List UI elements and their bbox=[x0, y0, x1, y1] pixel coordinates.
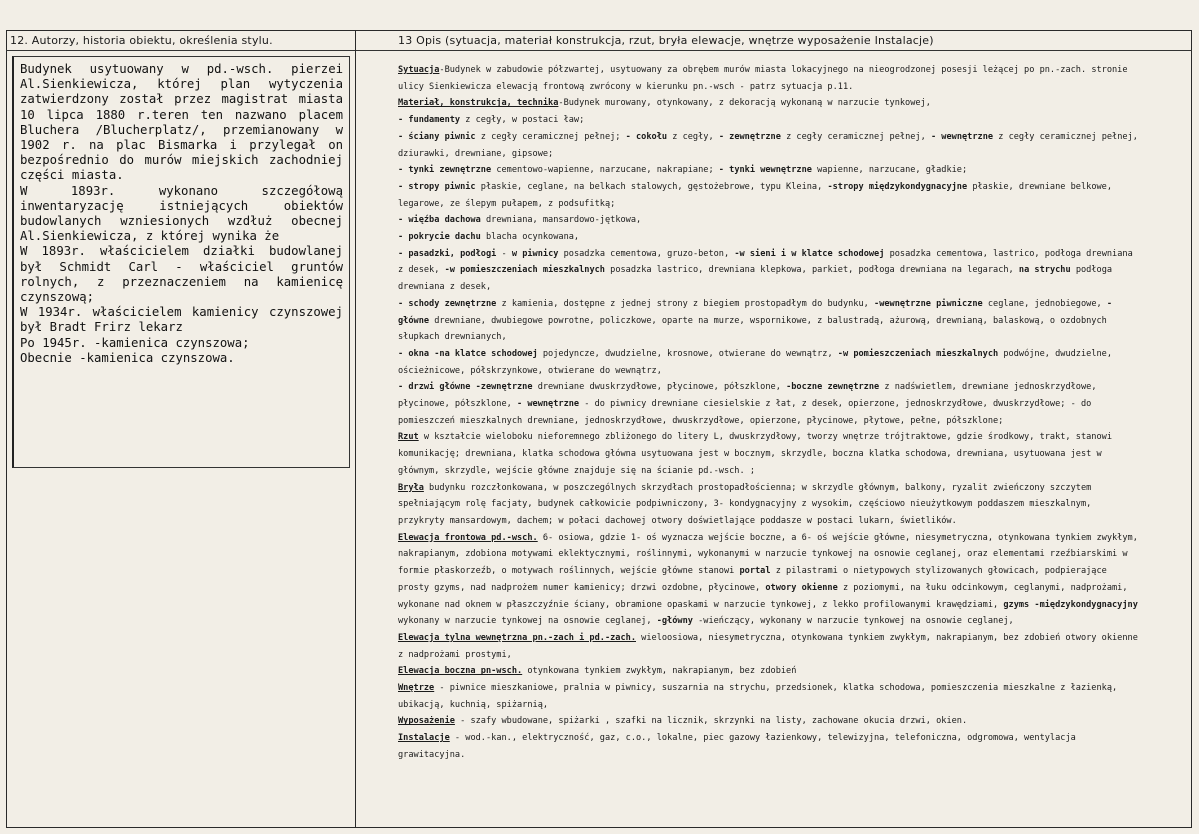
description-text bbox=[398, 62, 1140, 764]
item-posadzki bbox=[398, 246, 1140, 296]
section-label: Wyposażenie bbox=[398, 716, 455, 727]
item-body: z cegły ceramicznej pełnej; bbox=[475, 131, 621, 142]
item-body: podwójne, dwudzielne, ościeżnicowe, półskrzynkowe, otwierane do wewnątrz, bbox=[398, 348, 1113, 376]
section-label: Bryła bbox=[398, 482, 424, 493]
item-body: płaskie, ceglane, na belkach stalowych, gęstożebrowe, typu Kleina, bbox=[475, 181, 823, 192]
section-body: w kształcie wieloboku nieforemnego zbliżonego do litery L, dwuskrzydłowy, tworzy wnętrze trójtraktowe, gdzie środkowy, trakt, stanowi komunikację; drewniana, klatka schodowa główna usytuowana jest w bocznym, skrzydle, boczna klatka schodowa, drewniana, usytuowana jest w głównym, skrzydle, wejście główne znajduje się na ścianie pd.-wsch. ; bbox=[398, 432, 1113, 476]
section-body: z pilastrami o nietypowych stylizowanych głowicach, podpierające prosty gzyms, nad nadprożem numer kamienicy; drzwi ozdobne, płycinowe, bbox=[398, 566, 1107, 593]
right-column-header: 13 Opis (sytuacja, materiał konstrukcja, rzut, bryła elewacje, wnętrze wyposażenie Instalacje) bbox=[398, 34, 934, 47]
item-sciany bbox=[398, 129, 1140, 162]
section-label: Wnętrze bbox=[398, 683, 435, 694]
item-body: płaskie, drewniane belkowe, legarowe, ze ślepym pułapem, z podsufitką; bbox=[398, 181, 1113, 209]
item-label: - schody zewnętrzne bbox=[398, 298, 497, 309]
item-body: pojedyncze, dwudzielne, krosnowe, otwierane do wewnątrz, bbox=[537, 348, 833, 359]
item-label: - tynki wewnętrzne bbox=[713, 165, 812, 176]
section-label: Instalacje bbox=[398, 733, 450, 744]
history-paragraph: Po 1945r. -kamienica czynszowa; bbox=[20, 335, 250, 350]
item-body: ceglane, jednobiegowe, bbox=[982, 298, 1102, 309]
section-wyposazenie bbox=[398, 713, 1140, 730]
item-body: z cegły ceramicznej pełnej, dziurawki, drewniane, gipsowe; bbox=[398, 131, 1138, 159]
item-label: - wewnętrzne bbox=[925, 131, 994, 142]
section-elewacja-tylna bbox=[398, 630, 1140, 663]
item-body: z cegły, w postaci ław; bbox=[460, 115, 585, 126]
item-label: - okna bbox=[398, 348, 430, 359]
item-label: -na klatce schodowej bbox=[429, 348, 538, 359]
item-label: portal bbox=[734, 566, 771, 577]
item-label: - fundamenty bbox=[398, 115, 461, 126]
item-label: -główny bbox=[651, 616, 693, 627]
section-material bbox=[398, 95, 1140, 112]
item-body: posadzka lastrico, drewniana klepkowa, parkiet, podłoga drewniana na legarach, bbox=[604, 265, 1014, 276]
item-body: cementowo-wapienne, narzucane, nakrapiane; bbox=[491, 165, 714, 176]
right-header-rule bbox=[356, 50, 1192, 51]
history-paragraph: W 1893r. właścicielem działki budowlanej był Schmidt Carl - właściciel gruntów rolnych, z przeznaczeniem na kamienicę czynszową; bbox=[20, 244, 343, 305]
item-label: gzyms -międzykondygnacyjny bbox=[998, 599, 1138, 610]
history-paragraph: W 1893r. wykonano szczegółową inwentaryzację istniejących obiektów budowlanych wzniesionych wzdłuż obecnej Al.Sienkiewicza, z której wynika że bbox=[20, 183, 343, 244]
item-wiezba bbox=[398, 212, 1140, 229]
item-label: - wewnętrzne bbox=[511, 399, 580, 410]
item-body: posadzka cementowa, lastrico, podłoga drewniana z desek, bbox=[398, 248, 1133, 276]
section-body: - szafy wbudowane, spiżarki , szafki na licznik, skrzynki na listy, zachowane okucia drzwi, okien. bbox=[454, 716, 968, 727]
section-label: Elewacja tylna wewnętrzna pn.-zach i pd.-zach. bbox=[398, 632, 636, 643]
item-label: - więźba dachowa bbox=[398, 215, 481, 226]
item-body: drewniane dwuskrzydłowe, płycinowe, półszklone, bbox=[532, 382, 781, 393]
item-label: -stropy międzykondygnacyjne bbox=[822, 181, 968, 192]
item-body: wapienne, narzucane, gładkie; bbox=[811, 165, 968, 176]
item-label: -zewnętrzne bbox=[470, 382, 533, 393]
item-label: -w sieni i w klatce schodowej bbox=[729, 248, 885, 259]
section-body: - wod.-kan., elektryczność, gaz, c.o., lokalne, piec gazowy łazienkowy, telewizyjna, telefoniczna, odgromowa, wentylacja grawitacyjna. bbox=[398, 733, 1076, 760]
section-body: -Budynek w zabudowie półzwartej, usytuowany za obrębem murów miasta lokacyjnego na nieogrodzonej posesji leżącej po pn.-zach. stronie ulicy Sienkiewicza elewacją frontową zwrócony w kierunku pn.-wsch - patrz sytuacja p.11. bbox=[398, 65, 1128, 92]
section-body: otynkowana tynkiem zwykłym, nakrapianym, bez zdobień bbox=[522, 666, 797, 677]
item-label: -w pomieszczeniach mieszkalnych bbox=[439, 265, 605, 276]
item-body: blacha ocynkowana, bbox=[480, 232, 580, 243]
item-label: - ściany piwnic bbox=[398, 131, 476, 142]
history-paragraph: Obecnie -kamienica czynszowa. bbox=[20, 350, 235, 365]
section-label: Elewacja boczna pn-wsch. bbox=[398, 666, 523, 677]
section-bryla bbox=[398, 480, 1140, 530]
item-label: - zewnętrzne bbox=[713, 131, 781, 142]
item-body: z cegły, bbox=[667, 131, 714, 142]
section-sytuacja bbox=[398, 62, 1140, 95]
item-stropy bbox=[398, 179, 1140, 212]
history-text-box bbox=[12, 56, 350, 468]
item-label: - drzwi główne bbox=[398, 382, 471, 393]
item-label: - pokrycie dachu bbox=[398, 232, 481, 243]
section-elewacja-boczna bbox=[398, 663, 1140, 680]
history-paragraph: Budynek usytuowany w pd.-wsch. pierzei Al.Sienkiewicza, której plan wytyczenia zatwierdzony został przez magistrat miasta 10 lipca 1880 r.teren ten nazwano placem Bluchera /Blucherplatz/, przemianowany w 1902 r. na plac Bismarka i przylegał on bezpośrednio do murów miejskich zachodniej części miasta. bbox=[20, 62, 343, 183]
item-body: - do piwnicy drewniane ciesielskie z łat, z desek, opierzone, jednoskrzydłowe, dwuskrzydłowe; - do pomieszczeń mieszkalnych drewniane, jednoskrzydłowe, dwuskrzydłowe, opierzone, płycinowe, płytowe, pełne, półszklone; bbox=[398, 399, 1092, 426]
section-elewacja-frontowa bbox=[398, 530, 1140, 630]
section-body: - piwnice mieszkaniowe, pralnia w piwnicy, suszarnia na strychu, przedsionek, klatka schodowa, pomieszczenia mieszkalne z łazienką, ubikacją, kuchnią, spiżarnią, bbox=[398, 683, 1118, 710]
section-label: Rzut bbox=[398, 432, 419, 443]
section-body: 6- osiowa, gdzie 1- oś wyznacza wejście boczne, a 6- oś wejście główne, niesymetryczna, otynkowana tynkiem zwykłym, nakrapianym, zdobiona motywami eklektycznymi, roślinnymi, wykonanymi w narzucie tynkowej na osnowie ceglanej, oraz elementami rzeźbiarskimi w formie płaskorzeźb, o motywach roślinnych, wejście główne stanowi bbox=[398, 532, 1138, 577]
item-label: - tynki zewnętrzne bbox=[398, 165, 492, 176]
section-label: Materiał, konstrukcja, technika bbox=[398, 98, 559, 109]
history-paragraph: W 1934r. właścicielem kamienicy czynszowej był Bradt Frirz lekarz bbox=[20, 305, 343, 335]
item-body: drewniana, mansardowo-jętkowa, bbox=[480, 215, 642, 226]
section-body: wykonany w narzucie tynkowej na osnowie ceglanej, bbox=[398, 616, 652, 627]
section-body: -wieńczący, wykonany w narzucie tynkowej na osnowie ceglanej, bbox=[692, 616, 1014, 627]
section-body: budynku rozczłonkowana, w poszczególnych skrzydłach prostopadłościenna; w skrzydle głównym, balkony, ryzalit zwieńczony szczytem spełniającym rolę facjaty, budynek całkowicie podpiwniczony, 3- kondygnacyjny z wysokim, częściowo nieużytkowym poddaszem mieszkalnym, przykryty mansardowym, dachem; w połaci dachowej otwory doświetlające poddasze w postaci lukarn, świetlików. bbox=[398, 482, 1092, 526]
item-pokrycie bbox=[398, 229, 1140, 246]
item-body: z kamienia, dostępne z jednej strony z biegiem prostopadłym do budynku, bbox=[496, 298, 869, 309]
item-body: z cegły ceramicznej pełnej, bbox=[780, 131, 926, 142]
item-fundamenty bbox=[398, 112, 1140, 129]
item-label: -w pomieszczeniach mieszkalnych bbox=[832, 348, 999, 359]
item-label: - stropy piwnic bbox=[398, 181, 476, 192]
left-column-header: 12. Autorzy, historia obiektu, określenia stylu. bbox=[10, 34, 273, 47]
section-body: wieloosiowa, niesymetryczna, otynkowana tynkiem zwykłym, nakrapianym, bez zdobień otwory okienne z nadprożami prostymi, bbox=[398, 632, 1138, 660]
item-label: na strychu bbox=[1013, 265, 1071, 276]
section-label: Sytuacja bbox=[398, 65, 440, 75]
left-header-rule bbox=[6, 50, 355, 51]
section-wnetrze bbox=[398, 680, 1140, 713]
item-drzwi bbox=[398, 379, 1140, 429]
item-label: w piwnicy bbox=[506, 248, 559, 259]
item-tynki bbox=[398, 162, 1140, 179]
section-body: z poziomymi, na łuku odcinkowym, ceglanymi, nadprożami, wykonane nad oknem w płaszczyźnie ściany, obramione opaskami w narzucie tynkowej, z lekko profilowanymi krawędziami, bbox=[398, 582, 1128, 610]
item-body: z nadświetlem, drewniane jednoskrzydłowe, płycinowe, półszklone, bbox=[398, 382, 1097, 410]
section-rzut bbox=[398, 429, 1140, 479]
section-label: Elewacja frontowa pd.-wsch. bbox=[398, 532, 538, 543]
item-okna bbox=[398, 346, 1140, 379]
section-instalacje bbox=[398, 730, 1140, 763]
item-label: -wewnętrzne piwniczne bbox=[868, 298, 983, 309]
item-body: podłoga drewniana z desek, bbox=[398, 265, 1113, 293]
item-label: -główne bbox=[398, 298, 1113, 326]
item-body: drewniane, dwubiegowe powrotne, policzkowe, oparte na murze, wspornikowe, z balustradą, ażurową, drewnianą, balaskową, o ozdobnych słupkach drewnianych, bbox=[398, 315, 1107, 343]
item-label: - pasadzki, podłogi bbox=[398, 248, 497, 259]
item-label: -boczne zewnętrzne bbox=[780, 382, 880, 393]
item-body: posadzka cementowa, gruzo-beton, bbox=[558, 248, 730, 259]
column-divider bbox=[355, 30, 356, 828]
item-schody bbox=[398, 296, 1140, 346]
item-label: otwory okienne bbox=[760, 582, 838, 593]
section-body: -Budynek murowany, otynkowany, z dekoracją wykonaną w narzucie tynkowej, bbox=[558, 98, 931, 109]
item-label: - cokołu bbox=[620, 131, 668, 142]
item-body: - bbox=[496, 248, 507, 259]
